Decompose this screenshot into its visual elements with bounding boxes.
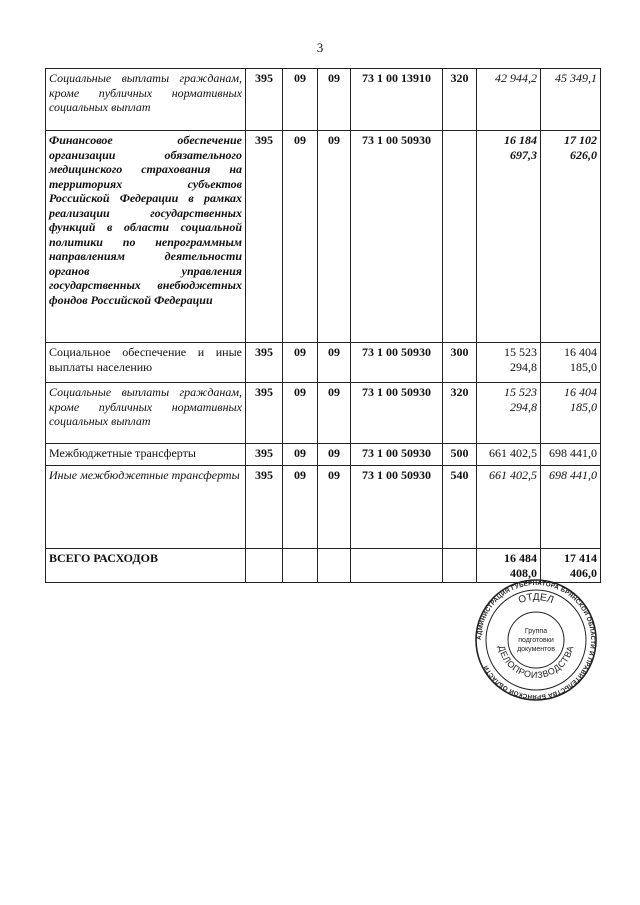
- row-csr: 73 1 00 50930: [351, 343, 443, 383]
- row-sum-2: 698 441,0: [541, 466, 601, 549]
- table-row: [46, 466, 601, 549]
- row-gr: 395: [246, 69, 283, 131]
- row-pr: 09: [318, 444, 351, 466]
- row-sum-2: 16 404 185,0: [541, 343, 601, 383]
- row-pr: 09: [318, 343, 351, 383]
- total-empty-cell: [246, 549, 283, 583]
- row-sum-1: 42 944,2: [477, 69, 541, 131]
- page-number: 3: [316, 40, 324, 55]
- table-row: [46, 343, 601, 383]
- row-csr: 73 1 00 50930: [351, 466, 443, 549]
- total-sum-2: 17 414 406,0: [541, 549, 601, 583]
- row-vr: 320: [443, 383, 477, 444]
- expenditure-table: [45, 68, 601, 583]
- row-csr: 73 1 00 50930: [351, 383, 443, 444]
- row-sum-2: 17 102 626,0: [541, 131, 601, 343]
- row-rz: 09: [283, 466, 318, 549]
- row-name: Межбюджетные трансферты: [46, 444, 246, 466]
- row-vr: [443, 131, 477, 343]
- total-sum-1: 16 484 408,0: [477, 549, 541, 583]
- stamp-center-line1: Группа: [524, 628, 548, 635]
- row-csr: 73 1 00 50930: [351, 444, 443, 466]
- row-vr: 300: [443, 343, 477, 383]
- row-vr: 320: [443, 69, 477, 131]
- svg-text:ОТДЕЛ: [517, 592, 555, 606]
- row-rz: 09: [283, 383, 318, 444]
- department-stamp: [474, 578, 598, 702]
- row-pr: 09: [318, 69, 351, 131]
- stamp-center-line2: подготовки: [518, 637, 554, 644]
- table-row: [46, 69, 601, 131]
- row-name: Социальные выплаты гражданам, кроме публичных нормативных социальных выплат: [46, 383, 246, 444]
- stamp-seal: [474, 578, 598, 702]
- row-vr: 540: [443, 466, 477, 549]
- table-row: [46, 444, 601, 466]
- stamp-center-line3: документов: [517, 646, 555, 653]
- row-gr: 395: [246, 383, 283, 444]
- table-row: [46, 131, 601, 343]
- row-name: Социальные выплаты гражданам, кроме публичных нормативных социальных выплат: [46, 69, 246, 131]
- row-rz: 09: [283, 69, 318, 131]
- total-empty-cell: [283, 549, 318, 583]
- row-rz: 09: [283, 343, 318, 383]
- row-name: Финансовое обеспечение организации обязательного медицинского страхования на территориях субъектов Российской Федерации в рамках реализации государственных функций в области социальной политики по непрограммным направлениям деятельности органов управления государственных внебюджетных фондов Российской Федерации: [46, 131, 246, 343]
- stamp-dept-top: ОТДЕЛ: [517, 591, 555, 607]
- row-sum-2: 698 441,0: [541, 444, 601, 466]
- row-sum-1: 661 402,5: [477, 444, 541, 466]
- row-gr: 395: [246, 343, 283, 383]
- stamp-outer-text: АДМИНИСТРАЦИЯ ГУБЕРНАТОРА БРЯНСКОЙ ОБЛАСТИ И ПРАВИТЕЛЬСТВА БРЯНСКОЙ ОБЛАСТИ: [475, 579, 597, 701]
- row-sum-2: 45 349,1: [541, 69, 601, 131]
- row-pr: 09: [318, 383, 351, 444]
- row-csr: 73 1 00 13910: [351, 69, 443, 131]
- row-rz: 09: [283, 131, 318, 343]
- row-csr: 73 1 00 50930: [351, 131, 443, 343]
- row-vr: 500: [443, 444, 477, 466]
- row-sum-1: 15 523 294,8: [477, 383, 541, 444]
- row-sum-1: 15 523 294,8: [477, 343, 541, 383]
- total-empty-cell: [443, 549, 477, 583]
- row-gr: 395: [246, 466, 283, 549]
- row-gr: 395: [246, 444, 283, 466]
- row-sum-2: 16 404 185,0: [541, 383, 601, 444]
- total-empty-cell: [351, 549, 443, 583]
- row-name: Иные межбюджетные трансферты: [46, 466, 246, 549]
- row-rz: 09: [283, 444, 318, 466]
- row-name: Социальное обеспечение и иные выплаты населению: [46, 343, 246, 383]
- row-sum-1: 16 184 697,3: [477, 131, 541, 343]
- row-sum-1: 661 402,5: [477, 466, 541, 549]
- stamp-dept-bottom: ДЕЛОПРОИЗВОДСТВА: [496, 644, 576, 681]
- row-pr: 09: [318, 131, 351, 343]
- table-row: [46, 383, 601, 444]
- total-label: ВСЕГО РАСХОДОВ: [46, 549, 246, 583]
- row-gr: 395: [246, 131, 283, 343]
- row-pr: 09: [318, 466, 351, 549]
- total-empty-cell: [318, 549, 351, 583]
